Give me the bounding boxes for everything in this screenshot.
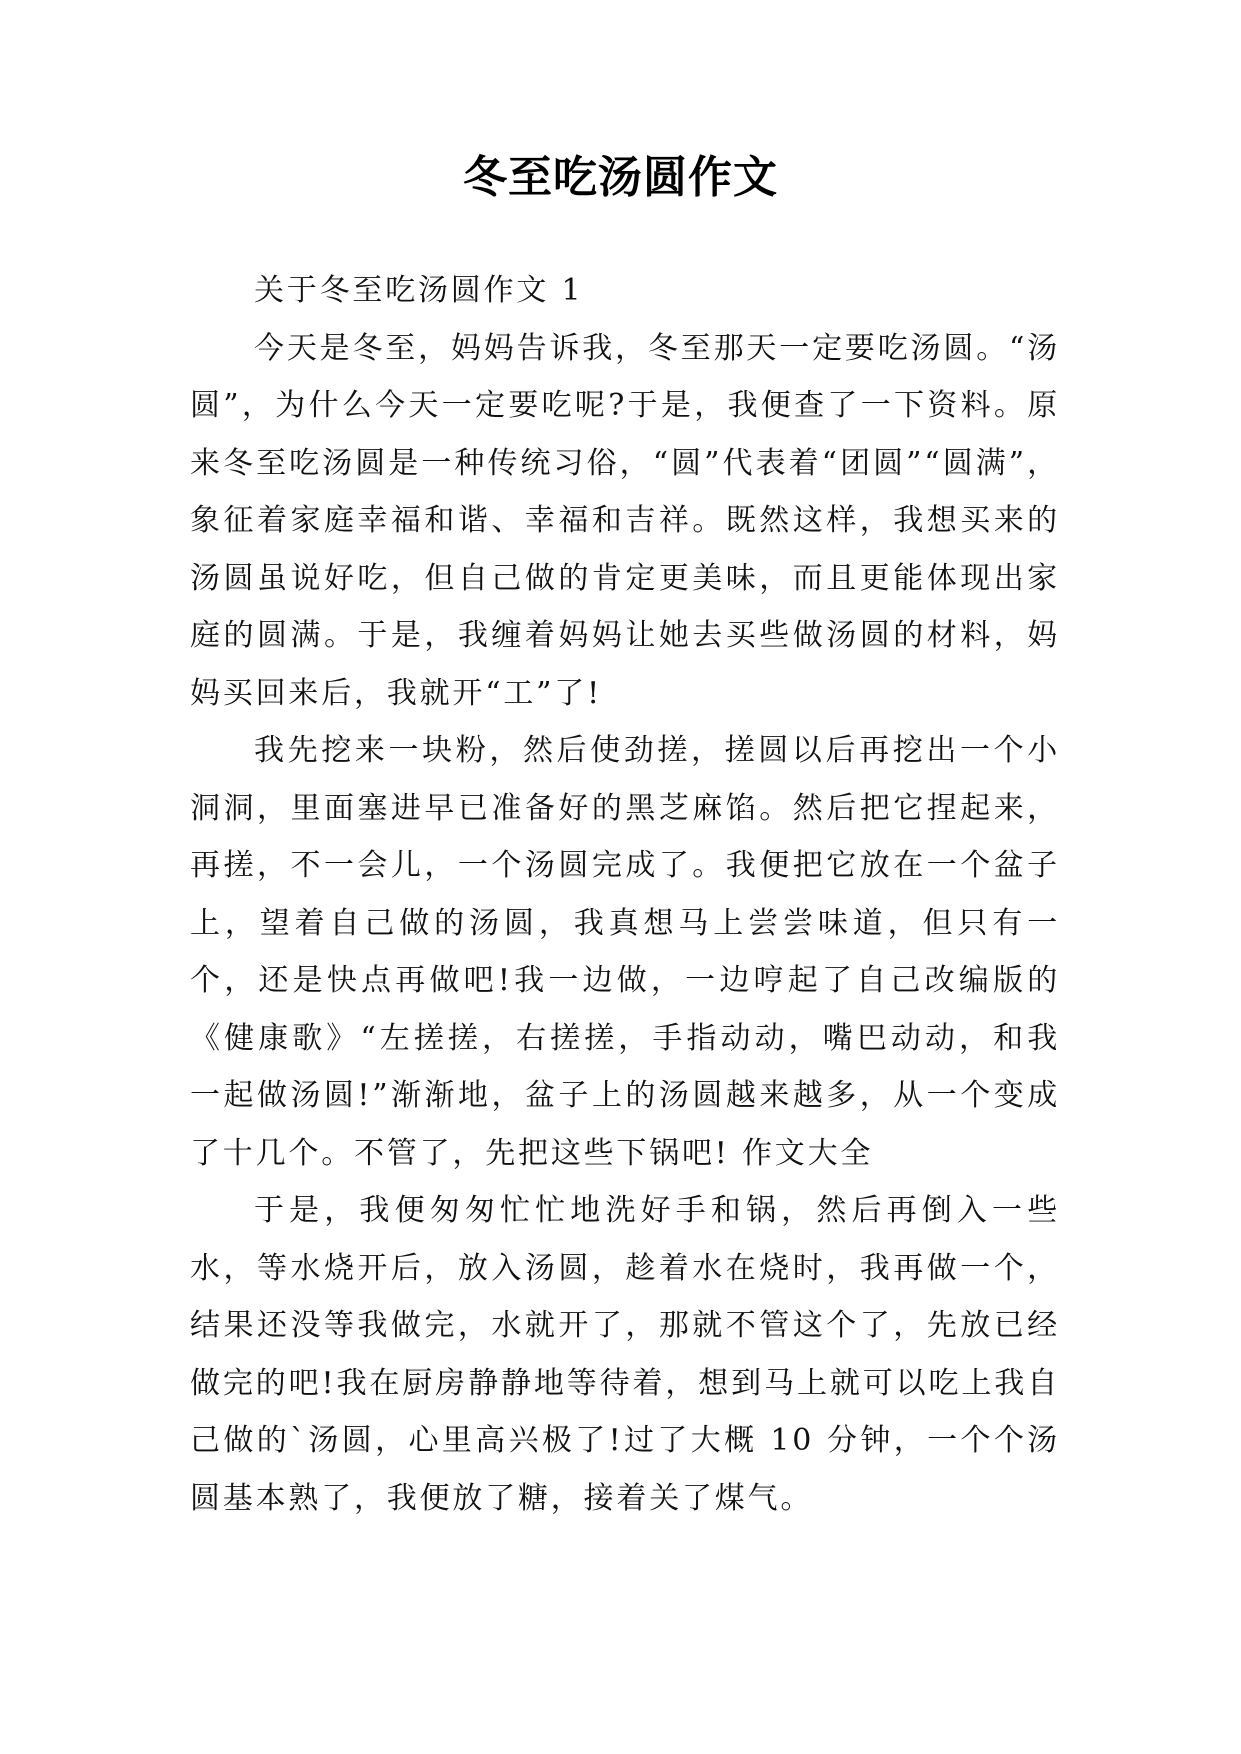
paragraph-3: 于是，我便匆匆忙忙地洗好手和锅，然后再倒入一些水，等水烧开后，放入汤圆，趁着水在烧时，我再做一个，结果还没等我做完，水就开了，那就不管这个了，先放已经做完的吧!我在厨房静静地等待着，想到马上就可以吃上我自己做的`汤圆，心里高兴极了!过了大概 10 分钟，一个个汤圆基本熟了，我便放了糖，接着关了煤气。 (190, 1193, 1060, 1516)
paragraph-2: 我先挖来一块粉，然后使劲搓，搓圆以后再挖出一个小洞洞，里面塞进早已准备好的黑芝麻馅。然后把它捏起来，再搓，不一会儿，一个汤圆完成了。我便把它放在一个盆子上，望着自己做的汤圆，我真想马上尝尝味道，但只有一个，还是快点再做吧!我一边做，一边哼起了自己改编版的《健康歌》“左搓搓，右搓搓，手指动动，嘴巴动动，和我一起做汤圆!”渐渐地，盆子上的汤圆越来越多，从一个变成了十几个。不管了，先把这些下锅吧! 作文大全 (190, 733, 1060, 1171)
article-subheading: 关于冬至吃汤圆作文 1 (254, 273, 584, 308)
page-title: 冬至吃汤圆作文 (463, 152, 778, 203)
paragraph-1: 今天是冬至，妈妈告诉我，冬至那天一定要吃汤圆。“汤圆”，为什么今天一定要吃呢?于是，我便查了一下资料。原来冬至吃汤圆是一种传统习俗，“圆”代表着“团圆”“圆满”，象征着家庭幸福和谐、幸福和吉祥。既然这样，我想买来的汤圆虽说好吃，但自己做的肯定更美味，而且更能体现出家庭的圆满。于是，我缠着妈妈让她去买些做汤圆的材料，妈妈买回来后，我就开“工”了! (190, 330, 1060, 711)
article-body (190, 262, 1060, 1527)
